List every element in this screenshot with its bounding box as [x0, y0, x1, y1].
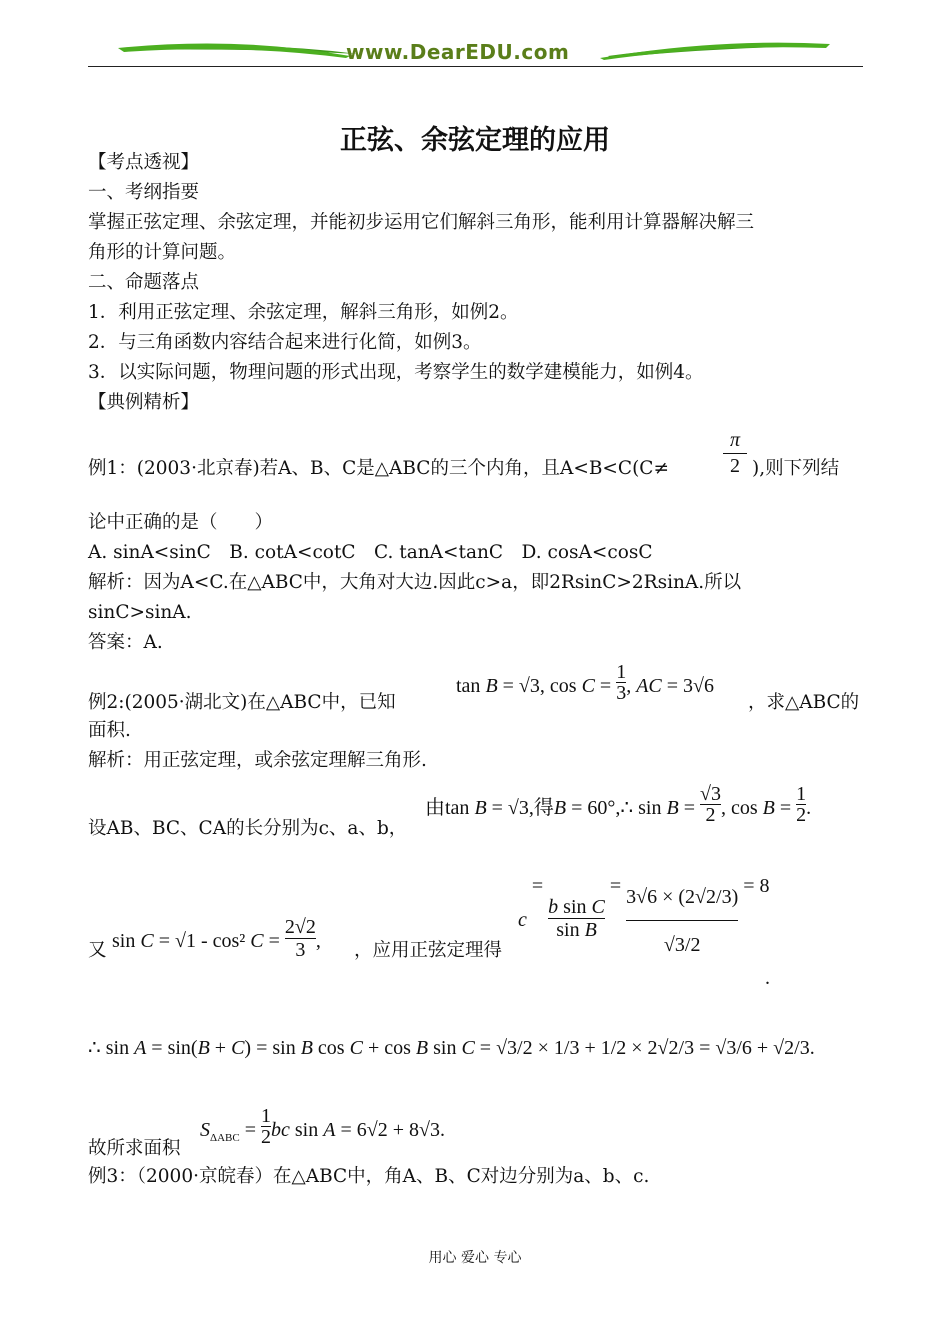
section-kaodian: 【考点透视】 [88, 152, 200, 173]
example1-answer: 答案：A. [88, 632, 163, 653]
list-item: 1．利用正弦定理、余弦定理，解斜三角形，如例2。 [88, 302, 519, 323]
example2-text: 例2:(2005·湖北文)在△ABC中，已知 [88, 692, 396, 713]
example1-text: 例1：(2003·北京春)若A、B、C是△ABC的三个内角，且A<B<C(C≠ [88, 458, 669, 479]
page-title: 正弦、余弦定理的应用 [340, 125, 610, 156]
example1-analysis: sinC>sinA. [88, 602, 192, 623]
list-item: 2．与三角函数内容结合起来进行化简，如例3。 [88, 332, 482, 353]
example1-options: A. sinA<sinC B. cotA<cotC C. tanA<tanC D. cosA<cosC [88, 542, 653, 563]
math-tanB-cosB: 由tan B = √3,得B = 60°,∴ sin B = $\frac{√3}{2}$ , cos B = $\frac{1}{2}$ . [425, 783, 812, 826]
text-line: 掌握正弦定理、余弦定理，并能初步运用它们解斜三角形，能利用计算器解决解三 [88, 212, 755, 233]
math-sinA: ∴ sin A = sin(B + C) = sin B cos C + cos B sin C = √3/2 × 1/3 + 1/2 × 2√2/3 = √3/6 + √2/3. [88, 1037, 815, 1059]
example1-question: 论中正确的是（ ） [88, 512, 274, 533]
header-logo-text[interactable]: www.DearEDU.com [346, 40, 570, 64]
example2-text: 设AB、BC、CA的长分别为c、a、b， [88, 818, 408, 839]
example2-text: ，应用正弦定理得 [354, 940, 503, 961]
text-line: 角形的计算问题。 [88, 242, 237, 263]
math-pi-over-2: π 2 [723, 428, 747, 478]
math-given-conditions: tan B = √3, cos C = $\frac{1}{3}$ , AC = 3√6 [456, 661, 715, 704]
page-footer: 用心 爱心 专心 [428, 1250, 522, 1266]
example2-text: 又 [88, 940, 107, 961]
math-period: . [765, 967, 770, 989]
math-area: $S_{\Delta ABC}$ = $\frac{1}{2}$ bc sin A = 6√2 + 8√3. [200, 1105, 445, 1148]
example3-text: 例3：（2000·京皖春）在△ABC中，角A、B、C对边分别为a、b、c. [88, 1166, 650, 1187]
section-dianli: 【典例精析】 [88, 392, 200, 413]
list-item: 3．以实际问题，物理问题的形式出现，考察学生的数学建模能力，如例4。 [88, 362, 704, 383]
math-c-value: c = $\frac{\text{b sin C}}{\text{sin B}}$ = $\frac{3√6 \times (2√2/3)}{√3/2}$ = 8 [518, 874, 770, 969]
example2-text: 面积. [88, 720, 131, 741]
example1-analysis: 解析：因为A<C.在△ABC中，大角对大边.因此c>a，即2RsinC>2RsinA.所以 [88, 572, 742, 593]
section-luodian: 二、命题落点 [88, 272, 200, 293]
example2-text-tail: ，求△ABC的 [748, 692, 860, 713]
math-sinC: sin C = √1 - cos² C = $\frac{2√2}{3}$ , [112, 916, 321, 961]
example2-analysis: 解析：用正弦定理，或余弦定理解三角形. [88, 750, 427, 771]
example2-conclusion: 故所求面积 [88, 1138, 181, 1159]
header-rule [88, 66, 863, 67]
example1-text-tail: ),则下列结 [752, 458, 840, 479]
section-gangyao: 一、考纲指要 [88, 182, 200, 203]
